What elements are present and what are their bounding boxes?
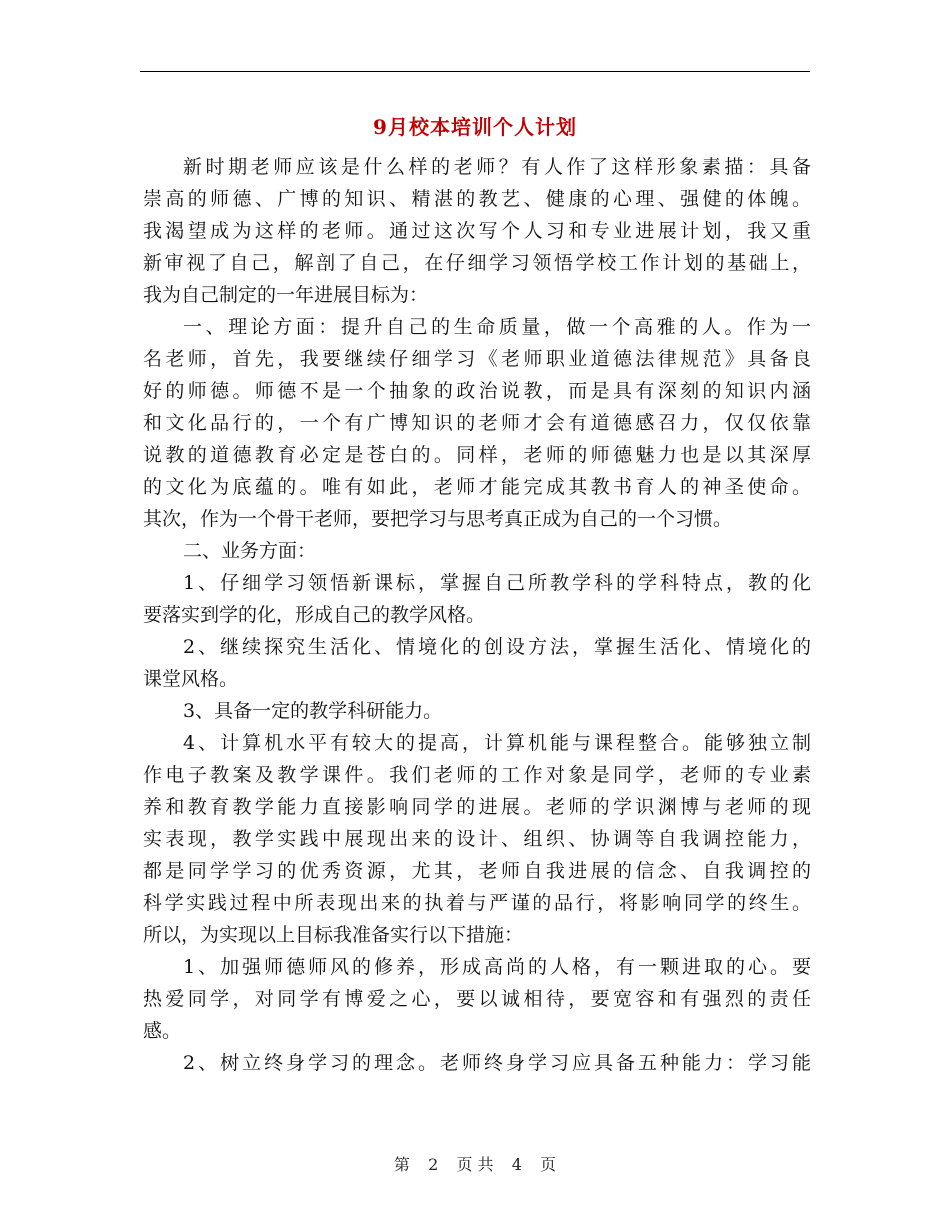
text-line: 3、具备一定的教学科研能力。 xyxy=(183,700,443,722)
footer-page-total: 4 xyxy=(511,1155,522,1174)
text-line: 4、计算机水平有较大的提高，计算机能与课程整合。能够独立制 xyxy=(183,732,811,754)
text-line: 崇高的师德、广博的知识、精湛的教艺、健康的心理、强健的体魄。 xyxy=(143,188,811,210)
text-line: 说教的道德教育必定是苍白的。同样，老师的师德魅力也是以其深厚 xyxy=(143,444,811,466)
text-line: 名老师，首先，我要继续仔细学习《老师职业道德法律规范》具备良 xyxy=(143,348,811,370)
text-line: 1、加强师德师风的修养，形成高尚的人格，有一颗进取的心。要 xyxy=(183,956,811,978)
text-line: 二、业务方面： xyxy=(183,540,317,562)
text-line: 2、继续探究生活化、情境化的创设方法，掌握生活化、情境化的 xyxy=(183,636,811,658)
text-line: 热爱同学，对同学有博爱之心，要以诚相待，要宽容和有强烈的责任 xyxy=(143,988,811,1010)
text-line: 一、理论方面：提升自己的生命质量，做一个高雅的人。作为一 xyxy=(183,316,811,338)
text-line: 作电子教案及教学课件。我们老师的工作对象是同学，老师的专业素 xyxy=(143,764,811,786)
footer-page-current: 2 xyxy=(428,1155,439,1174)
text-line: 好的师德。师德不是一个抽象的政治说教，而是具有深刻的知识内涵 xyxy=(143,380,811,402)
text-line: 和文化品行的，一个有广博知识的老师才会有道德感召力，仅仅依靠 xyxy=(143,412,811,434)
text-line: 我为自己制定的一年进展目标为： xyxy=(143,284,429,306)
text-line: 感。 xyxy=(143,1020,182,1042)
text-line: 课堂风格。 xyxy=(143,668,239,690)
text-line: 科学实践过程中所表现出来的执着与严谨的品行，将影响同学的终生。 xyxy=(143,892,811,914)
document-body xyxy=(143,151,811,1079)
text-line: 所以，为实现以上目标我准备实行以下措施： xyxy=(143,924,524,946)
text-line: 养和教育教学能力直接影响同学的进展。老师的学识渊博与老师的现 xyxy=(143,796,811,818)
text-line: 实表现，教学实践中展现出来的设计、组织、协调等自我调控能力， xyxy=(143,828,811,850)
text-line: 都是同学学习的优秀资源，尤其，老师自我进展的信念、自我调控的 xyxy=(143,860,811,882)
text-line: 要落实到学的化，形成自己的教学风格。 xyxy=(143,604,486,626)
footer-middle: 页 共 xyxy=(456,1155,494,1174)
text-line: 我渴望成为这样的老师。通过这次写个人习和专业进展计划，我又重 xyxy=(143,220,811,242)
footer-suffix: 页 xyxy=(540,1155,557,1174)
text-line: 的文化为底蕴的。唯有如此，老师才能完成其教书育人的神圣使命。 xyxy=(143,476,811,498)
document-title: 9月校本培训个人计划 xyxy=(373,115,577,139)
page-footer xyxy=(0,1153,950,1177)
header-rule xyxy=(140,71,810,72)
text-line: 新审视了自己，解剖了自己，在仔细学习领悟学校工作计划的基础上， xyxy=(143,252,811,274)
text-line: 其次，作为一个骨干老师，要把学习与思考真正成为自己的一个习惯。 xyxy=(143,508,733,530)
text-line: 1、仔细学习领悟新课标，掌握自己所教学科的学科特点，教的化 xyxy=(183,572,811,594)
text-line: 新时期老师应该是什么样的老师？有人作了这样形象素描：具备 xyxy=(183,156,811,178)
footer-prefix: 第 xyxy=(393,1155,410,1174)
text-line: 2、树立终身学习的理念。老师终身学习应具备五种能力：学习能 xyxy=(183,1052,811,1074)
